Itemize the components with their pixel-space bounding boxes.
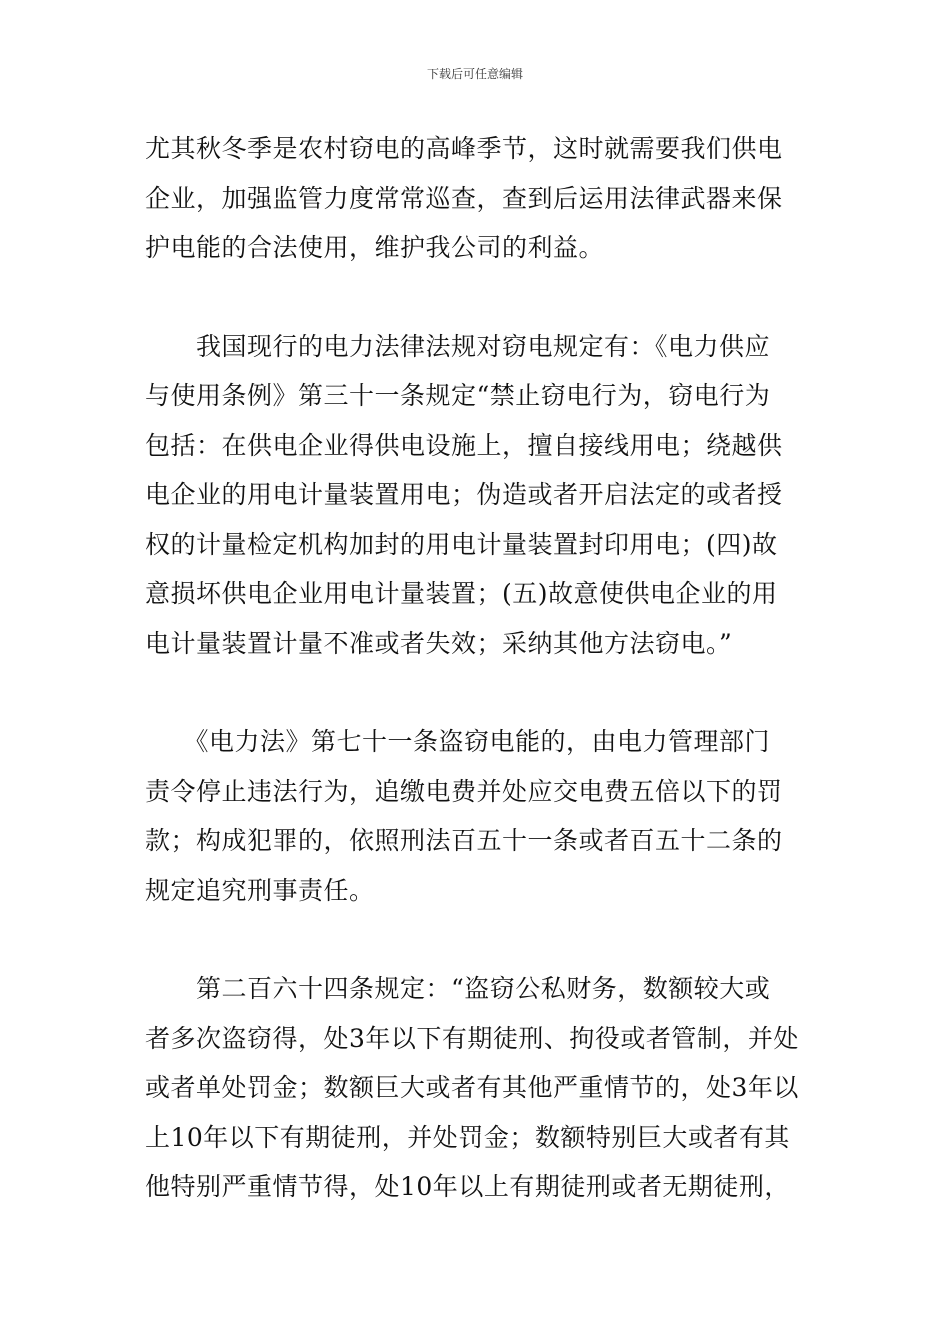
text-line: 电计量装置计量不准或者失效；采纳其他方法窃电。” (145, 628, 733, 658)
paragraph-1 (145, 124, 815, 273)
text-line: 包括：在供电企业得供电设施上，擅自接线用电；绕越供 (145, 430, 783, 460)
text-line: 我国现行的电力法律法规对窃电规定有：《电力供应 (145, 331, 771, 361)
text-line: 责令停止违法行为，追缴电费并处应交电费五倍以下的罚 (145, 776, 783, 806)
document-body (145, 124, 815, 1261)
text-line: 规定追究刑事责任。 (145, 875, 375, 905)
text-line: 上10年以下有期徒刑，并处罚金；数额特别巨大或者有其 (145, 1122, 790, 1152)
text-line: 尤其秋冬季是农村窃电的高峰季节，这时就需要我们供电 (145, 134, 783, 163)
paragraph-2 (145, 322, 815, 669)
text-line: 款；构成犯罪的，依照刑法百五十一条或者百五十二条的 (145, 826, 783, 855)
text-line: 与使用条例》第三十一条规定“禁止窃电行为，窃电行为 (145, 381, 771, 410)
text-line: 企业，加强监管力度常常巡查，查到后运用法律武器来保 (145, 183, 783, 213)
paragraph-4 (145, 964, 815, 1212)
text-line: 者多次盗窃得，处3年以下有期徒刑、拘役或者管制，并处 (145, 1023, 799, 1053)
text-line: 电企业的用电计量装置用电；伪造或者开启法定的或者授 (145, 480, 783, 509)
text-line: 护电能的合法使用，维护我公司的利益。 (145, 233, 605, 262)
text-line: 他特别严重情节得，处10年以上有期徒刑或者无期徒刑， (145, 1172, 790, 1201)
text-line: 第二百六十四条规定：“盗窃公私财务，数额较大或 (145, 974, 771, 1003)
text-line: 意损坏供电企业用电计量装置；(五)故意使供电企业的用 (145, 579, 778, 608)
paragraph-3 (145, 717, 815, 915)
page-header: 下载后可任意编辑 (426, 67, 523, 81)
text-line: 《电力法》第七十一条盗窃电能的，由电力管理部门 (145, 727, 771, 756)
text-line: 权的计量检定机构加封的用电计量装置封印用电；(四)故 (145, 529, 778, 559)
text-line: 或者单处罚金；数额巨大或者有其他严重情节的，处3年以 (145, 1073, 799, 1102)
